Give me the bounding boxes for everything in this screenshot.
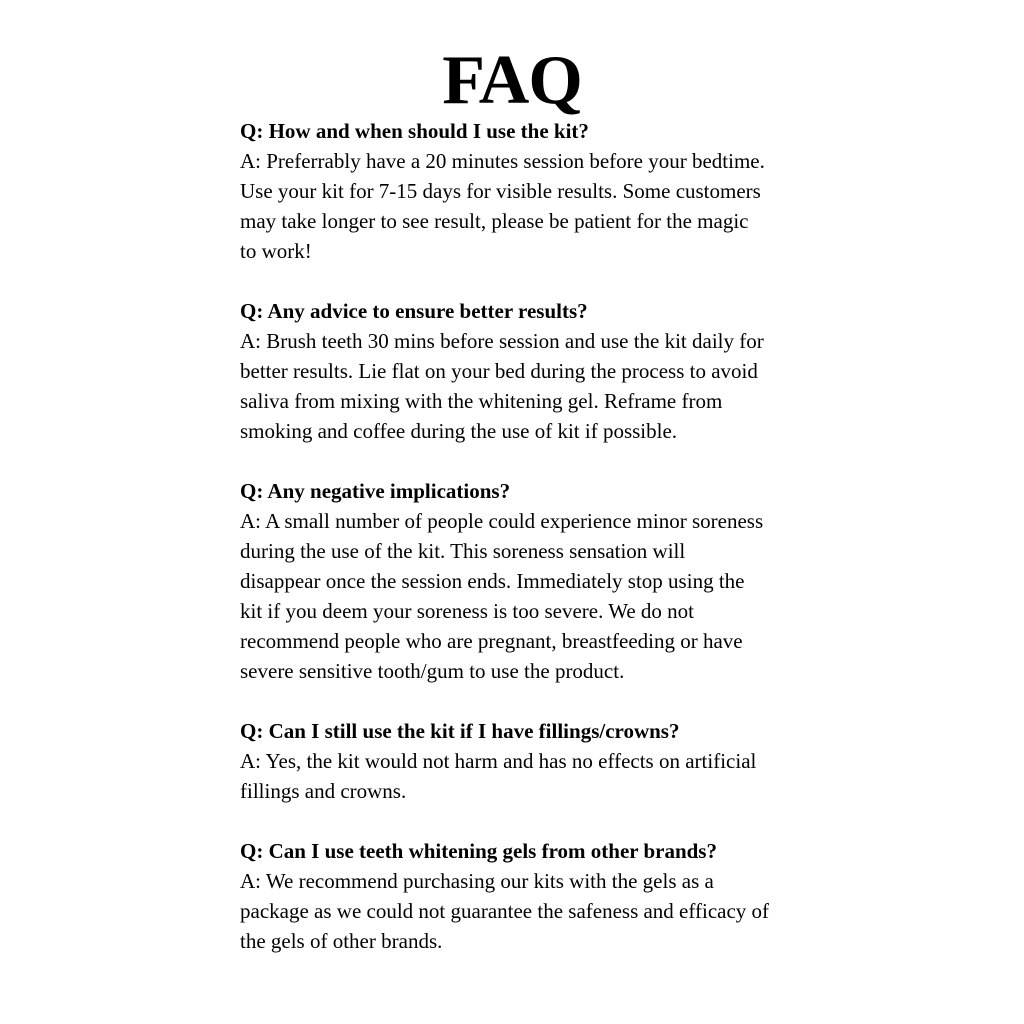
answer-line: A: Brush teeth 30 mins before session and use the kit daily for bbox=[240, 329, 764, 353]
faq-section-usage bbox=[240, 116, 840, 266]
faq-answer bbox=[240, 326, 840, 446]
answer-line: may take longer to see result, please be patient for the magic bbox=[240, 209, 749, 233]
answer-line: A: We recommend purchasing our kits with the gels as a bbox=[240, 869, 714, 893]
answer-line: during the use of the kit. This soreness sensation will bbox=[240, 539, 686, 563]
answer-line: kit if you deem your soreness is too severe. We do not bbox=[240, 599, 695, 623]
answer-line: saliva from mixing with the whitening gel. Reframe from bbox=[240, 389, 723, 413]
answer-line: recommend people who are pregnant, breastfeeding or have bbox=[240, 629, 743, 653]
answer-line: package as we could not guarantee the safeness and efficacy of bbox=[240, 899, 770, 923]
faq-answer bbox=[240, 746, 840, 806]
answer-line: A: A small number of people could experience minor soreness bbox=[240, 509, 764, 533]
faq-answer bbox=[240, 146, 840, 266]
answer-line: fillings and crowns. bbox=[240, 779, 407, 803]
faq-question: Q: How and when should I use the kit? bbox=[240, 119, 589, 143]
answer-line: A: Yes, the kit would not harm and has no effects on artificial bbox=[240, 749, 757, 773]
faq-question: Q: Any advice to ensure better results? bbox=[240, 299, 588, 323]
answer-line: the gels of other brands. bbox=[240, 929, 443, 953]
faq-question: Q: Can I still use the kit if I have fillings/crowns? bbox=[240, 719, 680, 743]
answer-line: to work! bbox=[240, 239, 312, 263]
answer-line: severe sensitive tooth/gum to use the product. bbox=[240, 659, 625, 683]
answer-line: smoking and coffee during the use of kit if possible. bbox=[240, 419, 678, 443]
faq-question: Q: Any negative implications? bbox=[240, 479, 511, 503]
answer-line: better results. Lie flat on your bed during the process to avoid bbox=[240, 359, 758, 383]
answer-line: Use your kit for 7-15 days for visible results. Some customers bbox=[240, 179, 761, 203]
faq-question: Q: Can I use teeth whitening gels from other brands? bbox=[240, 839, 717, 863]
answer-line: disappear once the session ends. Immediately stop using the bbox=[240, 569, 745, 593]
faq-answer bbox=[240, 506, 840, 686]
faq-content bbox=[240, 116, 840, 956]
faq-section-negative-implications bbox=[240, 476, 840, 686]
faq-section-fillings-crowns bbox=[240, 716, 840, 806]
faq-section-other-brands bbox=[240, 836, 840, 956]
page-title: FAQ bbox=[442, 42, 582, 119]
faq-section-advice bbox=[240, 296, 840, 446]
faq-answer bbox=[240, 866, 840, 956]
answer-line: A: Preferrably have a 20 minutes session before your bedtime. bbox=[240, 149, 765, 173]
